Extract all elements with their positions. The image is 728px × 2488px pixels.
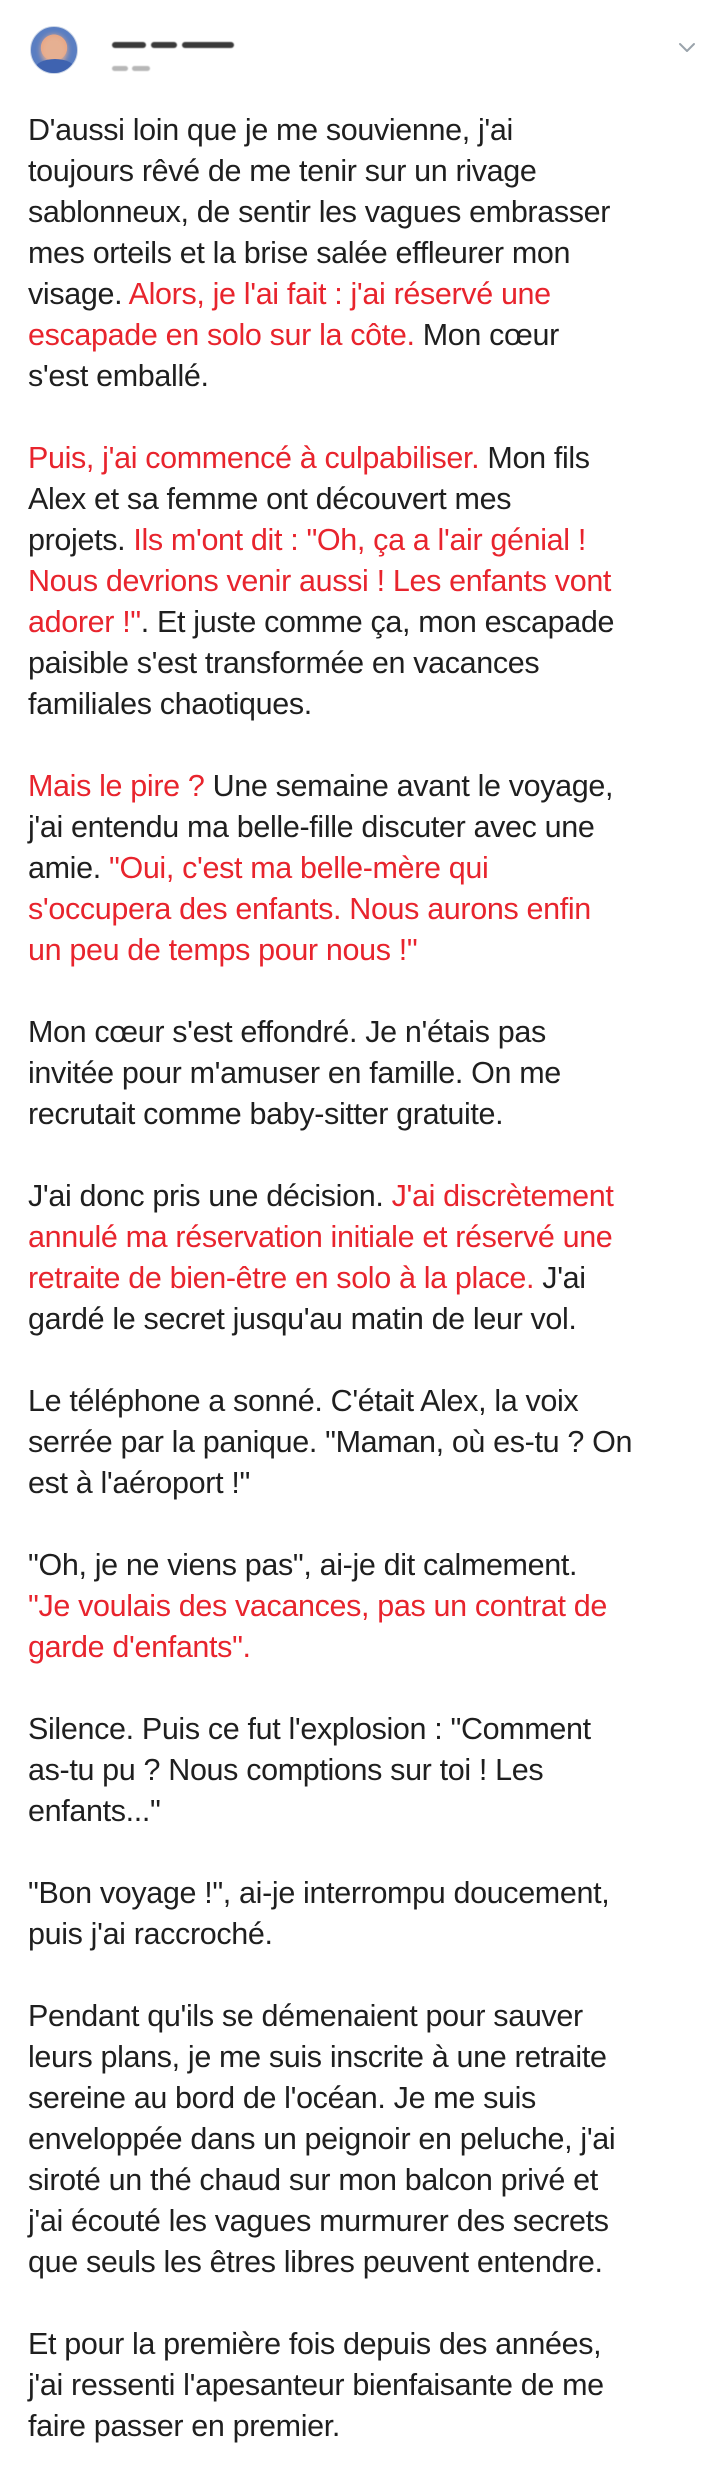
body-text: Mon cœur s'est effondré. Je n'étais pas invitée pour m'amuser en famille. On me recrutait comme baby-sitter gratuite. [28, 1015, 561, 1131]
user-avatar-icon[interactable] [30, 26, 78, 74]
post-paragraph [28, 2324, 712, 2447]
post-paragraph [28, 1012, 712, 1135]
post-paragraph [28, 1381, 712, 1504]
body-text: . Et juste comme ça, mon escapade paisible s'est transformée en vacances familiales chaotiques. [28, 605, 615, 721]
body-text: Pendant qu'ils se démenaient pour sauver leurs plans, je me suis inscrite à une retraite sereine au bord de l'océan. Je me suis enveloppée dans un peignoir en peluche, j'ai siroté un thé chaud sur mon balcon privé et j'ai écouté les vagues murmurer des secrets que seuls les êtres libres peuvent entendre. [28, 1999, 616, 2279]
highlighted-text: "Oui, c'est ma belle-mère qui s'occupera des enfants. Nous aurons enfin un peu de temps pour nous !" [28, 851, 591, 967]
highlighted-text: "Je voulais des vacances, pas un contrat de garde d'enfants". [28, 1589, 608, 1664]
post-paragraph [28, 438, 712, 725]
post-paragraph [28, 1545, 712, 1668]
highlighted-text: Alors, je l'ai fait : j'ai réservé une escapade en solo sur la côte. [28, 277, 551, 352]
post-body [28, 110, 712, 2488]
avatar-shirt [35, 59, 75, 74]
post-paragraph [28, 110, 712, 397]
body-text: Mon cœur s'est emballé. [28, 318, 559, 393]
highlighted-text: Puis, j'ai commencé à culpabiliser. [28, 441, 480, 475]
highlighted-text: Ils m'ont dit : "Oh, ça a l'air génial ! Nous devrions venir aussi ! Les enfants vont adorer !" [28, 523, 612, 639]
body-text: J'ai gardé le secret jusqu'au matin de leur vol. [28, 1261, 586, 1336]
post-paragraph [28, 1996, 712, 2283]
body-text: Mon fils Alex et sa femme ont découvert mes projets. [28, 441, 590, 557]
post-header [0, 0, 728, 100]
highlighted-text: J'ai discrètement annulé ma réservation initiale et réservé une retraite de bien-être en solo à la place. [28, 1179, 614, 1295]
user-handle-blurred [112, 58, 162, 66]
post-paragraph [28, 766, 712, 971]
body-text: Silence. Puis ce fut l'explosion : "Comment as-tu pu ? Nous comptions sur toi ! Les enfants..." [28, 1712, 591, 1828]
post-paragraph [28, 1709, 712, 1832]
post-paragraph [28, 1873, 712, 1955]
body-text: Et pour la première fois depuis des années, j'ai ressenti l'apesanteur bienfaisante de me faire passer en premier. [28, 2327, 604, 2443]
highlighted-text: Mais le pire ? [28, 769, 205, 803]
post-paragraph [28, 1176, 712, 1340]
body-text: D'aussi loin que je me souvienne, j'ai toujours rêvé de me tenir sur un rivage sablonneux, de sentir les vagues embrasser mes orteils et la brise salée effleurer mon visage. [28, 113, 611, 311]
user-name-blurred[interactable] [112, 36, 242, 46]
body-text: Le téléphone a sonné. C'était Alex, la voix serrée par la panique. "Maman, où es-tu ? On est à l'aéroport !" [28, 1384, 633, 1500]
body-text: "Oh, je ne viens pas", ai-je dit calmement. [28, 1548, 578, 1582]
body-text: "Bon voyage !", ai-je interrompu doucement, puis j'ai raccroché. [28, 1876, 610, 1951]
body-text: J'ai donc pris une décision. [28, 1179, 392, 1213]
chevron-down-icon[interactable] [676, 36, 698, 58]
body-text: Une semaine avant le voyage, j'ai entendu ma belle-fille discuter avec une amie. [28, 769, 614, 885]
